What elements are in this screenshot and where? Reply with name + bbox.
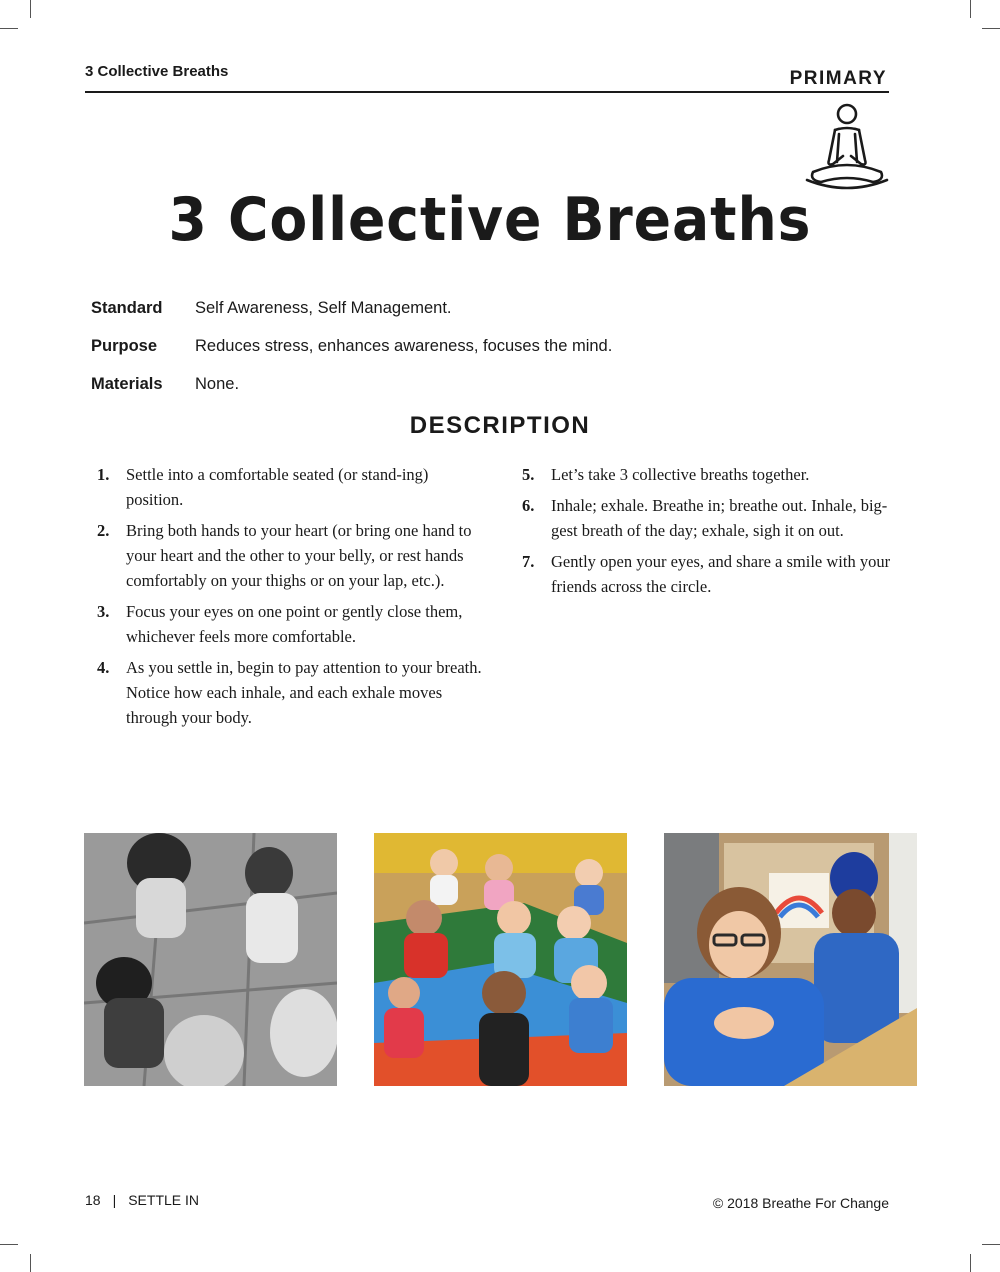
activity-meta	[91, 289, 891, 403]
crop-mark	[30, 0, 31, 18]
header-divider	[85, 91, 889, 93]
step-text: Gently open your eyes, and share a smile with your friends across the circle.	[551, 552, 891, 596]
photo-children-circle	[84, 833, 337, 1086]
page-footer-left	[85, 1192, 199, 1208]
footer-separator: |	[112, 1192, 117, 1208]
photo-two-students	[664, 833, 917, 1086]
photo-classroom-group	[374, 833, 627, 1086]
crop-mark	[970, 0, 971, 18]
materials-row	[91, 365, 891, 403]
step-item	[522, 493, 907, 543]
crop-mark	[30, 1254, 31, 1272]
section-name: SETTLE IN	[128, 1192, 200, 1208]
meditation-figure-icon	[803, 100, 889, 190]
step-number: 7.	[522, 552, 535, 571]
running-title: 3 Collective Breaths	[85, 63, 229, 80]
step-number: 6.	[522, 496, 535, 515]
materials-label: Materials	[91, 374, 163, 393]
standard-value: Self Awareness, Self Management.	[195, 298, 452, 317]
step-number: 3.	[97, 602, 110, 621]
crop-mark	[0, 28, 18, 29]
purpose-value: Reduces stress, enhances awareness, focuses the mind.	[195, 336, 613, 355]
purpose-row	[91, 327, 891, 365]
purpose-label: Purpose	[91, 336, 158, 355]
page-title: 3 Collective Breaths	[168, 185, 812, 255]
step-item	[522, 549, 907, 599]
step-number: 5.	[522, 465, 535, 484]
step-item	[97, 599, 482, 649]
crop-mark	[0, 1244, 18, 1245]
step-number: 2.	[97, 521, 110, 540]
step-number: 4.	[97, 658, 110, 677]
description-heading: DESCRIPTION	[409, 412, 591, 439]
step-text: Focus your eyes on one point or gently close them, whichever feels more comfortable.	[126, 602, 463, 646]
crop-mark	[982, 1244, 1000, 1245]
crop-mark	[982, 28, 1000, 29]
page-number: 18	[85, 1192, 101, 1208]
step-item	[97, 462, 482, 512]
materials-value: None.	[195, 374, 240, 393]
step-text: Bring both hands to your heart (or bring one hand to your heart and the other to your belly, or rest hands comfortably on your thighs or on your lap, etc.).	[126, 521, 472, 590]
standard-label: Standard	[91, 298, 163, 317]
step-text: As you settle in, begin to pay attention to your breath. Notice how each inhale, and each exhale moves through your body.	[126, 658, 482, 727]
copyright: © 2018 Breathe For Change	[712, 1195, 889, 1211]
step-text: Settle into a comfortable seated (or stand-ing) position.	[126, 465, 429, 509]
step-text: Let’s take 3 collective breaths together.	[551, 465, 810, 484]
level-label: PRIMARY	[789, 68, 887, 89]
step-item	[97, 655, 482, 730]
crop-mark	[970, 1254, 971, 1272]
standard-row	[91, 289, 891, 327]
step-item	[522, 462, 907, 487]
steps-column-left	[97, 462, 482, 736]
step-text: Inhale; exhale. Breathe in; breathe out. Inhale, big-gest breath of the day; exhale, sigh it on out.	[551, 496, 888, 540]
step-number: 1.	[97, 465, 110, 484]
steps-column-right	[522, 462, 907, 605]
step-item	[97, 518, 482, 593]
